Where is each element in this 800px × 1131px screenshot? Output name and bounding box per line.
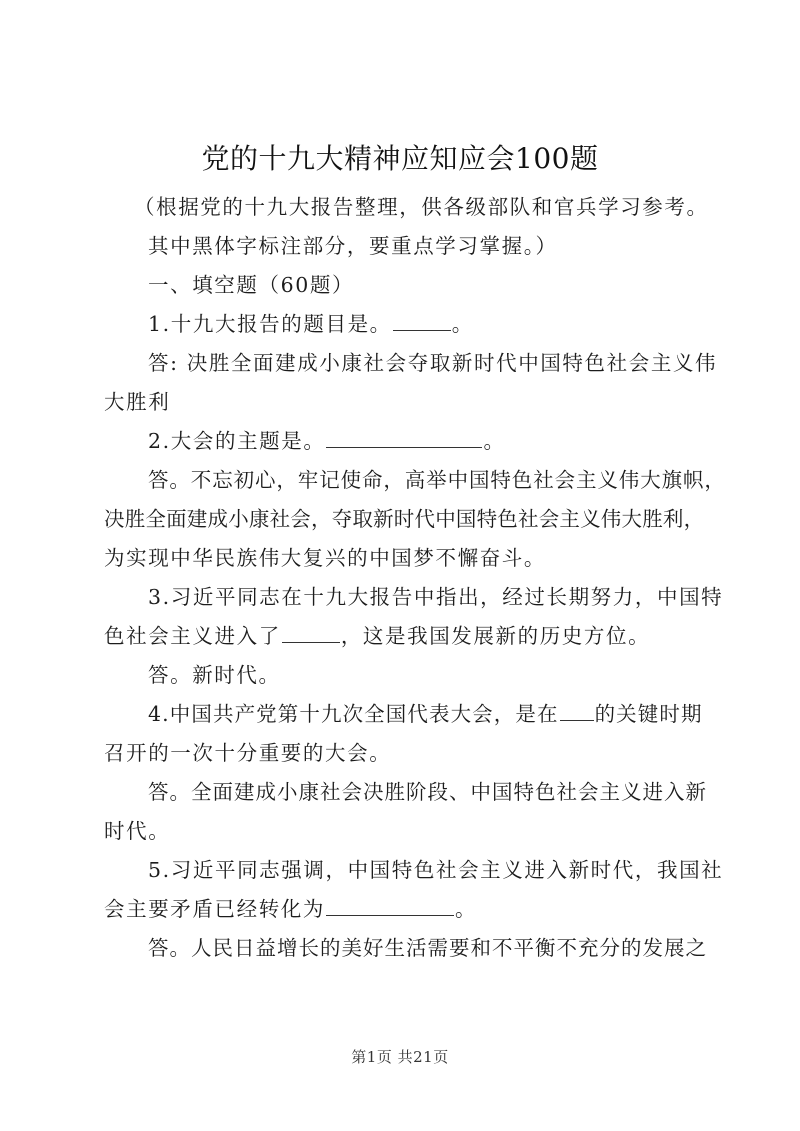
document-body — [104, 188, 726, 968]
fill-blank — [560, 698, 594, 721]
question-text: 十九大报告的题目是。 — [170, 312, 392, 336]
question-5-line-2 — [104, 890, 708, 929]
question-text: 会主要矛盾已经转化为 — [104, 897, 325, 921]
answer-3: 答。新时代。 — [148, 663, 281, 687]
section-heading: 一、填空题（60题） — [148, 273, 355, 297]
fill-blank — [326, 425, 482, 448]
question-text-end: 。 — [451, 312, 474, 336]
question-text-end: 。 — [483, 429, 506, 453]
question-text: 大会的主题是。 — [170, 429, 326, 453]
question-1 — [104, 305, 708, 344]
question-number: 5. — [148, 858, 171, 882]
fill-blank — [393, 308, 451, 331]
fill-blank — [282, 620, 340, 643]
fill-blank — [326, 893, 454, 916]
answer-2-line-2: 决胜全面建成小康社会，夺取新时代中国特色社会主义伟大胜利， — [104, 507, 705, 531]
question-text: 中国共产党第十九次全国代表大会，是在 — [169, 702, 559, 726]
answer-2-line-1: 答。不忘初心，牢记使命，高举中国特色社会主义伟大旗帜， — [148, 468, 726, 492]
document-title: 党的十九大精神应知应会100题 — [201, 142, 599, 175]
question-number: 4. — [148, 702, 170, 726]
question-number: 2. — [148, 429, 171, 453]
question-4-line-2: 召开的一次十分重要的大会。 — [104, 741, 392, 765]
answer-2-line-3: 为实现中华民族伟大复兴的中国梦不懈奋斗。 — [104, 546, 546, 570]
question-number: 1. — [148, 312, 171, 336]
answer-1-line-1: 答: 决胜全面建成小康社会夺取新时代中国特色社会主义伟 — [148, 351, 718, 375]
question-text: 习近平同志强调，中国特色社会主义进入新时代，我国社 — [170, 858, 724, 882]
answer-4-line-1: 答。全面建成小康社会决胜阶段、中国特色社会主义进入新 — [148, 780, 707, 804]
question-text-end: 。 — [455, 897, 478, 921]
question-2 — [104, 422, 708, 461]
question-number: 3. — [148, 585, 171, 609]
answer-1-line-2: 大胜利 — [104, 390, 171, 414]
answer-5-line-1: 答。人民日益增长的美好生活需要和不平衡不充分的发展之 — [148, 936, 707, 960]
question-4-line-1 — [104, 695, 708, 734]
answer-4-line-2: 时代。 — [104, 819, 171, 843]
question-text: 色社会主义进入了 — [104, 624, 281, 648]
question-3-line-2 — [104, 617, 708, 656]
question-5-line-1 — [104, 851, 724, 890]
question-text-end: ，这是我国发展新的历史方位。 — [340, 624, 651, 648]
question-text-mid: 的关键时期 — [594, 702, 703, 726]
intro-line-1: （根据党的十九大报告整理，供各级部队和官兵学习参考。 — [134, 195, 709, 219]
page-footer: 第1页 共21页 — [351, 1048, 449, 1066]
intro-line-2: 其中黑体字标注部分，要重点学习掌握。） — [148, 234, 558, 258]
question-text: 习近平同志在十九大报告中指出，经过长期努力，中国特 — [170, 585, 724, 609]
question-3-line-1 — [104, 578, 724, 617]
